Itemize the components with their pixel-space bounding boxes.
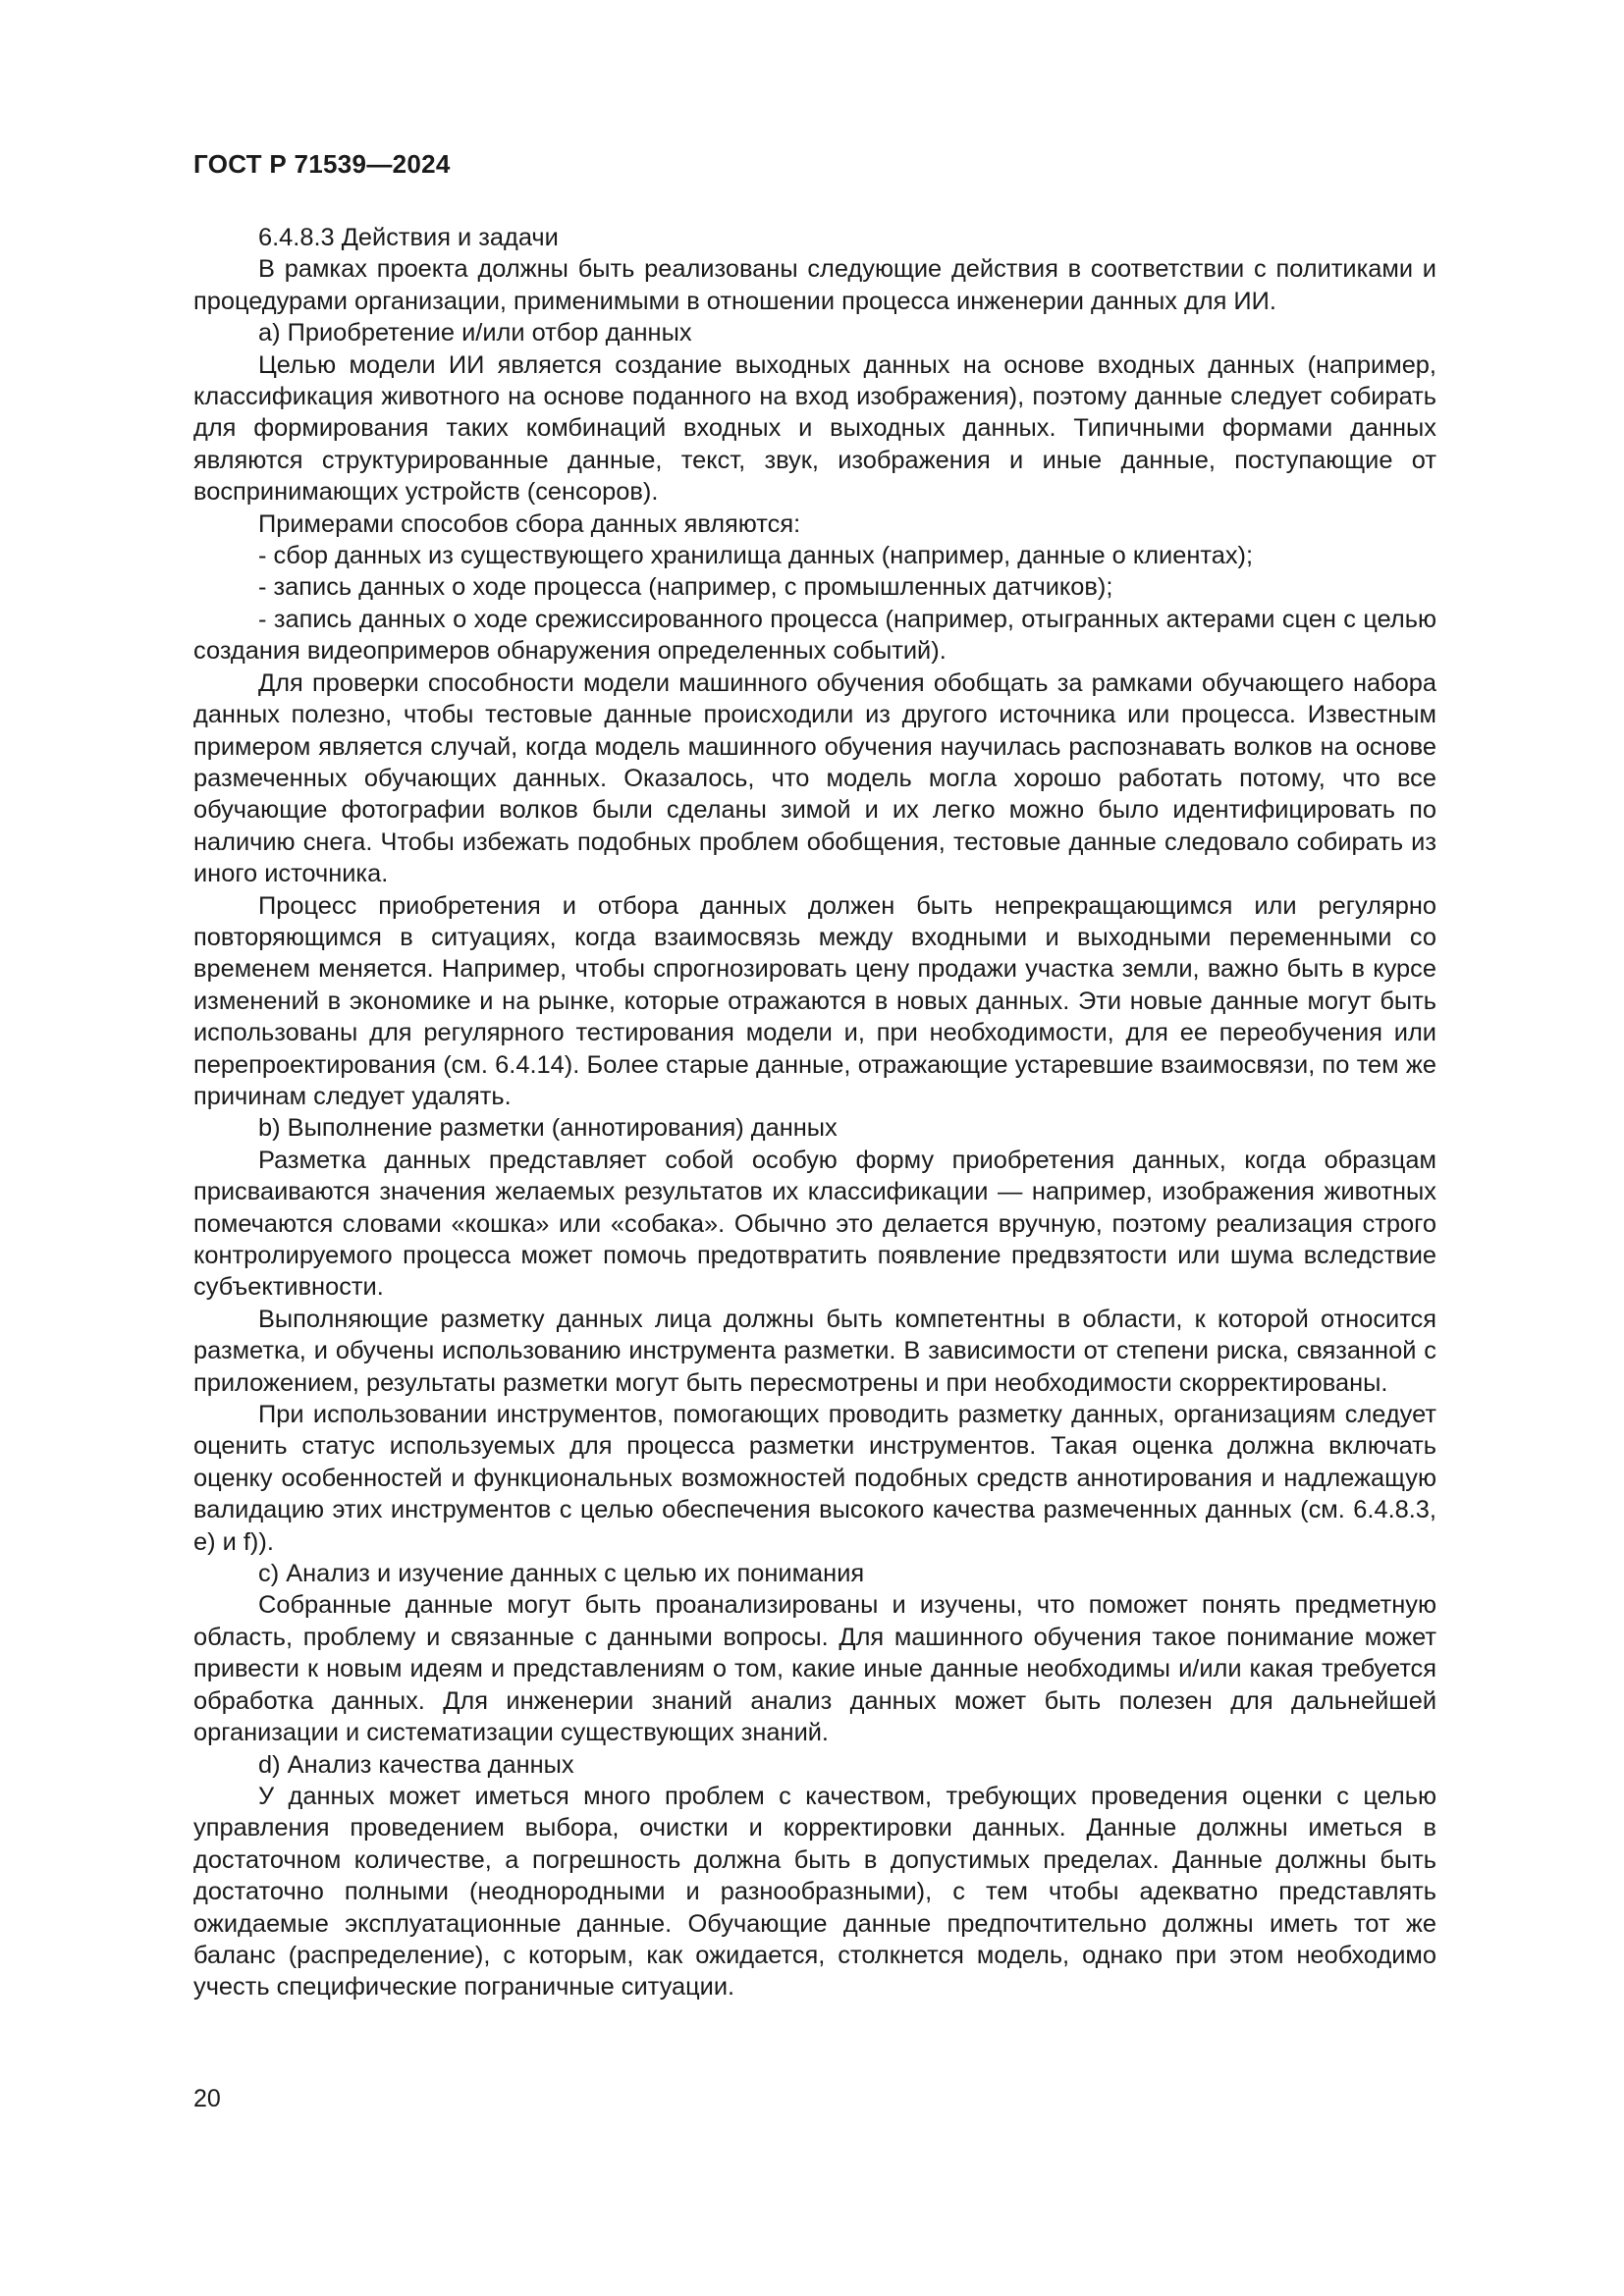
paragraph: В рамках проекта должны быть реализованы следующие действия в соответствии с политиками и процедурами организации, применимыми в отношении процесса инженерии данных для ИИ. (193, 255, 1436, 315)
list-item: - запись данных о ходе срежиссированного процесса (например, отыгранных актерами сцен с целью создания видеопримеров обнаружения определенных событий). (193, 605, 1436, 666)
section-heading: 6.4.8.3 Действия и задачи (258, 224, 559, 251)
list-item: - сбор данных из существующего хранилища данных (например, данные о клиентах); (258, 542, 1254, 570)
page-number: 20 (193, 2085, 221, 2112)
paragraph: Целью модели ИИ является создание выходных данных на основе входных данных (например, классификация животного на основе поданного на вход изображения), поэтому данные следует собирать для формирования таких комбинаций входных и выходных данных. Типичными формами данных являются структурированные данные, текст, звук, изображения и иные данные, поступающие от воспринимающих устройств (сенсоров). (193, 350, 1436, 507)
list-item-heading: с) Анализ и изучение данных с целью их понимания (258, 1560, 865, 1588)
paragraph: Собранные данные могут быть проанализированы и изучены, что поможет понять предметную область, проблему и связанные с данными вопросы. Для машинного обучения такое понимание может привести к новым идеям и представлениям о том, какие иные данные необходимы и/или какая требуется обработка данных. Для инженерии знаний анализ данных может быть полезен для дальнейшей организации и систематизации существующих знаний. (193, 1591, 1436, 1747)
document-body (193, 222, 1436, 2003)
paragraph: Примерами способов сбора данных являются: (258, 509, 801, 538)
paragraph: Выполняющие разметку данных лица должны быть компетентны в области, к которой относится разметка, и обучены использованию инструмента разметки. В зависимости от степени риска, связанной с приложением, результаты разметки могут быть пересмотрены и при необходимости скорректированы. (193, 1305, 1436, 1397)
standard-header: ГОСТ Р 71539—2024 (193, 149, 451, 179)
list-item: - запись данных о ходе процесса (например, с промышленных датчиков); (258, 573, 1113, 602)
paragraph: У данных может иметься много проблем с качеством, требующих проведения оценки с целью управления проведением выбора, очистки и корректировки данных. Данные должны иметься в достаточном количестве, а погрешность должна быть в допустимых пределах. Данные должны быть достаточно полными (неоднородными и разнообразными), с тем чтобы адекватно представлять ожидаемые эксплуатационные данные. Обучающие данные предпочтительно должны иметь тот же баланс (распределение), с которым, как ожидается, столкнется модель, однако при этом необходимо учесть специфические пограничные ситуации. (193, 1782, 1436, 2002)
list-item-heading: b) Выполнение разметки (аннотирования) данных (258, 1114, 838, 1143)
list-item-heading: а) Приобретение и/или отбор данных (258, 319, 692, 347)
paragraph: Для проверки способности модели машинного обучения обобщать за рамками обучающего набора данных полезно, чтобы тестовые данные происходили из другого источника или процесса. Известным примером является случай, когда модель машинного обучения научилась распознавать волков на основе размеченных обучающих данных. Оказалось, что модель могла хорошо работать потому, что все обучающие фотографии волков были сделаны зимой и их легко можно было идентифицировать по наличию снега. Чтобы избежать подобных проблем обобщения, тестовые данные следовало собирать из иного источника. (193, 668, 1436, 888)
paragraph: При использовании инструментов, помогающих проводить разметку данных, организациям следует оценить статус используемых для процесса разметки инструментов. Такая оценка должна включать оценку особенностей и функциональных возможностей подобных средств аннотирования и надлежащую валидацию этих инструментов с целью обеспечения высокого качества размеченных данных (см. 6.4.8.3, е) и f)). (193, 1401, 1436, 1556)
list-item-heading: d) Анализ качества данных (258, 1750, 574, 1779)
paragraph: Разметка данных представляет собой особую форму приобретения данных, когда образцам присваиваются значения желаемых результатов их классификации — например, изображения животных помечаются словами «кошка» или «собака». Обычно это делается вручную, поэтому реализация строго контролируемого процесса может помочь предотвратить появление предвзятости или шума вследствие субъективности. (193, 1146, 1436, 1302)
paragraph: Процесс приобретения и отбора данных должен быть непрекращающимся или регулярно повторяющимся в ситуациях, когда взаимосвязь между входными и выходными переменными со временем меняется. Например, чтобы спрогнозировать цену продажи участка земли, важно быть в курсе изменений в экономике и на рынке, которые отражаются в новых данных. Эти новые данные могут быть использованы для регулярного тестирования модели и, при необходимости, для ее переобучения или перепроектирования (см. 6.4.14). Более старые данные, отражающие устаревшие взаимосвязи, по тем же причинам следует удалять. (193, 891, 1436, 1110)
